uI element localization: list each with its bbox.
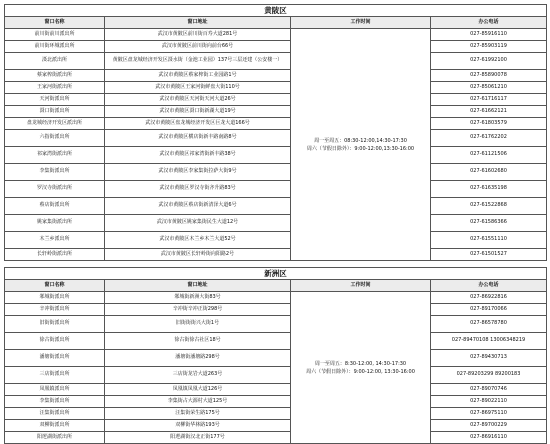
district-table-huangpi [4, 4, 547, 261]
station-name: 长轩岭街派出所 [5, 249, 105, 261]
station-phone: 027-86975110 [431, 408, 547, 420]
station-address: 旧街街街兴大街1号 [105, 316, 291, 333]
working-hours: 周一至周五：08:30-12:00,14:30-17:30 周六（节假日除外）：9:00-12:00,13:30-16:00 [291, 29, 431, 261]
station-address: 武汉市黄陂区蔡店街新清泽大道6号 [105, 198, 291, 215]
working-hours: 周一至周五：8:30-12:00, 14:30-17:30 周六（节假日除外）：9:00-12:00, 13:30-16:00 [291, 292, 431, 444]
table-row [5, 198, 547, 215]
station-name: 前川街前川派出所 [5, 29, 105, 41]
station-name: 凤凰镇派出所 [5, 384, 105, 396]
table-row [5, 130, 547, 147]
station-name: 姚家集街派出所 [5, 215, 105, 232]
header-hours: 工作时间 [291, 17, 431, 29]
table-row [5, 53, 547, 70]
document-sheet [4, 4, 546, 444]
station-address: 武汉市黄陂区天河街天河大道26号 [105, 94, 291, 106]
header-phone: 办公电话 [431, 17, 547, 29]
station-address: 武汉市黄陂区王家河街鲜盘大街110号 [105, 82, 291, 94]
station-phone: 027-61762202 [431, 130, 547, 147]
station-address: 武汉市黄陂区前川街向前台66号 [105, 41, 291, 53]
station-address: 武汉市黄陂区盘龙城经济开发区巨龙大道166号 [105, 118, 291, 130]
table-row [5, 118, 547, 130]
station-name: 邾城街派出所 [5, 292, 105, 304]
station-name: 李集街派出所 [5, 164, 105, 181]
station-phone: 027-61121506 [431, 147, 547, 164]
header-phone: 办公电话 [431, 280, 547, 292]
table-row [5, 82, 547, 94]
station-phone: 027-61803579 [431, 118, 547, 130]
station-name: 辛冲街派出所 [5, 304, 105, 316]
station-phone: 027-61635198 [431, 181, 547, 198]
table-row [5, 147, 547, 164]
table-row [5, 350, 547, 367]
station-phone: 027-61716117 [431, 94, 547, 106]
station-name: 罗汉寺街派出所 [5, 181, 105, 198]
station-address: 李集街占大源村大道125号 [105, 396, 291, 408]
station-phone: 027-61586366 [431, 215, 547, 232]
district-table-xinzhou [4, 267, 547, 444]
header-address: 窗口地址 [105, 17, 291, 29]
station-name: 潘塘街派出所 [5, 350, 105, 367]
table-row [5, 106, 547, 118]
station-name: 蔡店街派出所 [5, 198, 105, 215]
header-name: 窗口名称 [5, 280, 105, 292]
station-address: 武汉市黄陂区前川街百寿大道281号 [105, 29, 291, 41]
district-title: 新洲区 [5, 268, 547, 280]
station-name: 六指街派出所 [5, 130, 105, 147]
station-phone: 027-85890078 [431, 70, 547, 82]
station-address: 邾城街新洲大街83号 [105, 292, 291, 304]
station-phone: 027-85903119 [431, 41, 547, 53]
station-phone: 027-61662121 [431, 106, 547, 118]
header-name: 窗口名称 [5, 17, 105, 29]
station-address: 武汉市黄陂区滠口街新湖大道19号 [105, 106, 291, 118]
table-row [5, 41, 547, 53]
table-row [5, 396, 547, 408]
station-address: 武汉市黄陂区横店街新丰路南路8号 [105, 130, 291, 147]
station-name: 旧街街派出所 [5, 316, 105, 333]
table-row [5, 333, 547, 350]
station-address: 汪集街荣生路175号 [105, 408, 291, 420]
table-row [5, 164, 547, 181]
table-row [5, 232, 547, 249]
table-row [5, 384, 547, 396]
station-name: 前川街环城派出所 [5, 41, 105, 53]
station-address: 武汉市黄陂区木兰乡木兰大道52号 [105, 232, 291, 249]
station-address: 武汉市黄陂区蔡家榨街工业园路1号 [105, 70, 291, 82]
station-phone: 027-89430713 [431, 350, 547, 367]
table-row [5, 249, 547, 261]
station-name: 王家河街派出所 [5, 82, 105, 94]
header-address: 窗口地址 [105, 280, 291, 292]
table-row [5, 367, 547, 384]
station-phone: 027-61551110 [431, 232, 547, 249]
station-phone: 027-61992100 [431, 53, 547, 70]
station-address: 黄陂区盘龙城经济开发区滠水街（金池工业园）137号三层还建（公安楼一） [105, 53, 291, 70]
station-address: 凤凰镇凤凰大道126号 [105, 384, 291, 396]
station-address: 徐古街徐古社区18号 [105, 333, 291, 350]
station-name: 三店街派出所 [5, 367, 105, 384]
station-phone: 027-89203299 89200183 [431, 367, 547, 384]
station-address: 武汉市黄陂区李家集街拉萨大街9号 [105, 164, 291, 181]
station-address: 三店街龙岩大道263号 [105, 367, 291, 384]
table-row [5, 316, 547, 333]
table-row [5, 304, 547, 316]
station-phone: 027-85061210 [431, 82, 547, 94]
table-row [5, 432, 547, 444]
table-row [5, 29, 547, 41]
table-row [5, 420, 547, 432]
station-address: 武汉市黄陂区姚家集街民生大道12号 [105, 215, 291, 232]
station-address: 双柳街华林路193号 [105, 420, 291, 432]
station-name: 阳逻湖街派出所 [5, 432, 105, 444]
table-row [5, 94, 547, 106]
table-row [5, 181, 547, 198]
station-phone: 027-86916110 [431, 432, 547, 444]
table-row [5, 408, 547, 420]
station-name: 祁家湾街派出所 [5, 147, 105, 164]
station-name: 汪集街派出所 [5, 408, 105, 420]
station-phone: 027-89070746 [431, 384, 547, 396]
table-row [5, 292, 547, 304]
station-name: 天河街派出所 [5, 94, 105, 106]
station-name: 盘龙城经济开发区派出所 [5, 118, 105, 130]
station-name: 徐古街派出所 [5, 333, 105, 350]
station-name: 蔡家榨街派出所 [5, 70, 105, 82]
station-phone: 027-89700229 [431, 420, 547, 432]
table-row [5, 215, 547, 232]
station-name: 滠北派出所 [5, 53, 105, 70]
station-name: 李集街派出所 [5, 396, 105, 408]
station-phone: 027-86578780 [431, 316, 547, 333]
station-address: 武汉市黄陂区长轩岭街向阳路2号 [105, 249, 291, 261]
station-address: 武汉市黄陂区祁家湾街新丰路38号 [105, 147, 291, 164]
station-phone: 027-89170066 [431, 304, 547, 316]
station-address: 阳逻湖街汉北正街177号 [105, 432, 291, 444]
station-phone: 027-61501527 [431, 249, 547, 261]
district-title: 黄陂区 [5, 5, 547, 17]
station-phone: 027-85916110 [431, 29, 547, 41]
station-phone: 027-61522868 [431, 198, 547, 215]
station-phone: 027-61602680 [431, 164, 547, 181]
station-phone: 027-89470108 13006348219 [431, 333, 547, 350]
station-name: 滠口街派出所 [5, 106, 105, 118]
table-row [5, 70, 547, 82]
header-hours: 工作时间 [291, 280, 431, 292]
station-address: 武汉市黄陂区罗汉寺街齐升路83号 [105, 181, 291, 198]
station-name: 木兰乡派出所 [5, 232, 105, 249]
station-name: 双柳街派出所 [5, 420, 105, 432]
station-phone: 027-89022110 [431, 396, 547, 408]
station-address: 潘塘街潘塘路298号 [105, 350, 291, 367]
station-phone: 027-86922816 [431, 292, 547, 304]
station-address: 辛冲街辛冲正街298号 [105, 304, 291, 316]
